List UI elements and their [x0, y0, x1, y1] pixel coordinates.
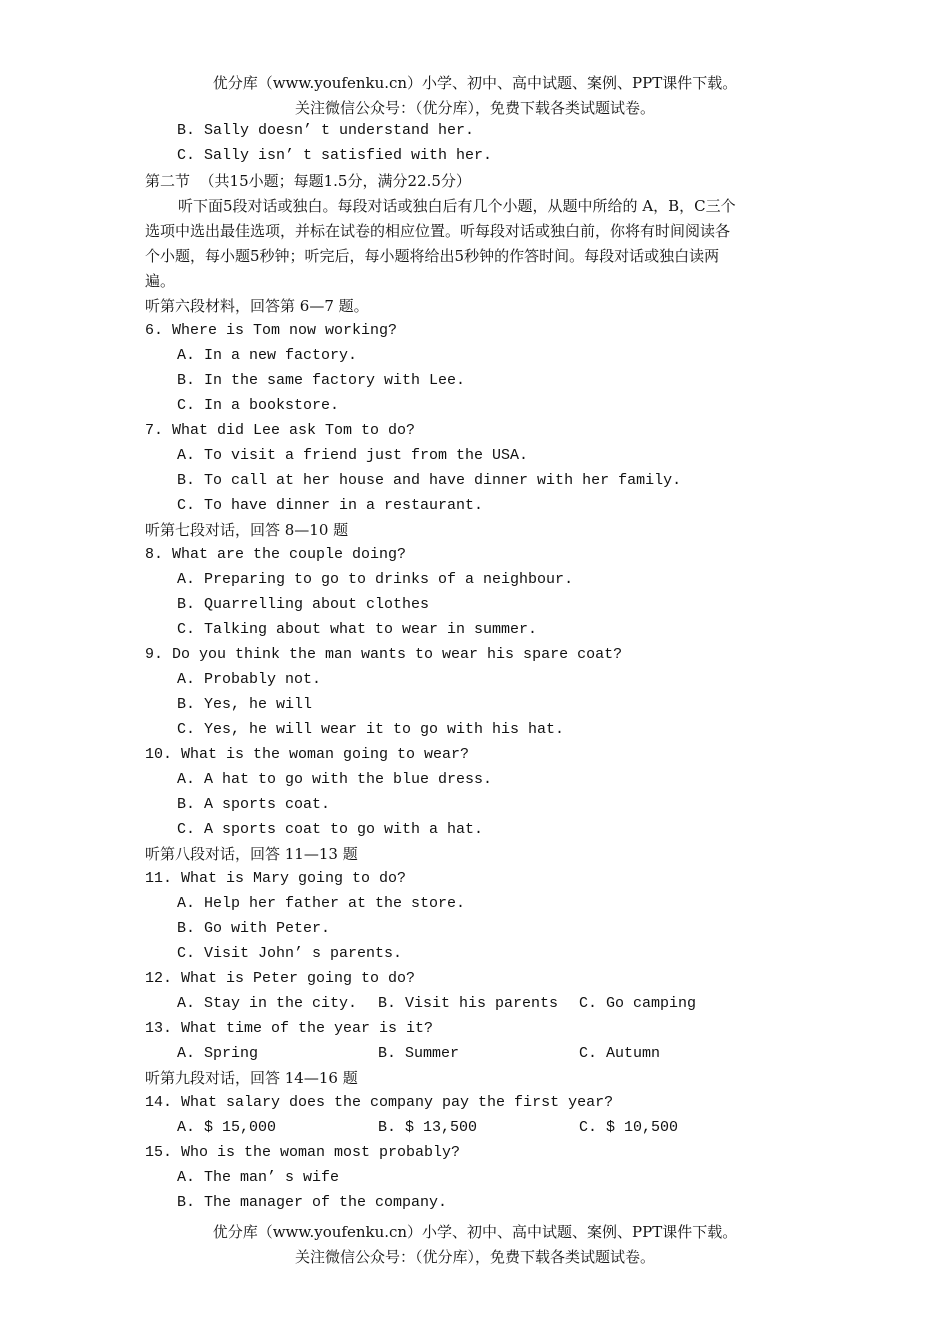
- question-13: 13. What time of the year is it?: [145, 1020, 434, 1037]
- prev-option-b: B. Sally doesn’ t understand her.: [177, 122, 475, 139]
- question-9-option-a: A. Probably not.: [177, 671, 322, 688]
- prev-option-c: C. Sally isn’ t satisfied with her.: [177, 147, 493, 164]
- group-heading-7: 听第七段对话，回答 8—10 题: [145, 521, 349, 539]
- question-15-option-a: A. The man’ s wife: [177, 1169, 340, 1186]
- group-heading-6: 听第六段材料，回答第 6—7 题。: [145, 297, 369, 315]
- question-12: 12. What is Peter going to do?: [145, 970, 416, 987]
- question-11: 11. What is Mary going to do?: [145, 870, 407, 887]
- question-8-option-a: A. Preparing to go to drinks of a neighbour.: [177, 571, 574, 588]
- question-11-option-b: B. Go with Peter.: [177, 920, 331, 937]
- question-14-option-c: C. $ 10,500: [579, 1119, 679, 1136]
- question-11-option-a: A. Help her father at the store.: [177, 895, 466, 912]
- question-14-option-a: A. $ 15,000: [177, 1119, 277, 1136]
- question-9-option-b: B. Yes, he will: [177, 696, 313, 713]
- group-heading-9: 听第九段对话，回答 14—16 题: [145, 1069, 358, 1087]
- header-line-1: 优分库（www.youfenku.cn）小学、初中、高中试题、案例、PPT课件下载。: [212, 74, 738, 92]
- question-11-option-c: C. Visit John’ s parents.: [177, 945, 403, 962]
- question-8: 8. What are the couple doing?: [145, 546, 407, 563]
- question-15: 15. Who is the woman most probably?: [145, 1144, 461, 1161]
- question-7-option-a: A. To visit a friend just from the USA.: [177, 447, 529, 464]
- section-instructions-4: 遍。: [145, 272, 176, 290]
- question-13-option-b: B. Summer: [378, 1045, 460, 1062]
- question-7-option-b: B. To call at her house and have dinner with her family.: [177, 472, 682, 489]
- question-10-option-b: B. A sports coat.: [177, 796, 331, 813]
- section-instructions-2: 选项中选出最佳选项，并标在试卷的相应位置。听每段对话或独白前，你将有时间阅读各: [145, 222, 731, 240]
- question-9: 9. Do you think the man wants to wear his spare coat?: [145, 646, 623, 663]
- question-12-option-c: C. Go camping: [579, 995, 697, 1012]
- section-instructions-3: 个小题，每小题5秒钟；听完后，每小题将给出5秒钟的作答时间。每段对话或独白读两: [145, 247, 720, 265]
- question-8-option-b: B. Quarrelling about clothes: [177, 596, 430, 613]
- question-8-option-c: C. Talking about what to wear in summer.: [177, 621, 538, 638]
- question-12-option-a: A. Stay in the city.: [177, 995, 358, 1012]
- question-10-option-c: C. A sports coat to go with a hat.: [177, 821, 484, 838]
- question-15-option-b: B. The manager of the company.: [177, 1194, 448, 1211]
- question-7: 7. What did Lee ask Tom to do?: [145, 422, 416, 439]
- question-10-option-a: A. A hat to go with the blue dress.: [177, 771, 493, 788]
- question-6-option-c: C. In a bookstore.: [177, 397, 340, 414]
- question-14: 14. What salary does the company pay the first year?: [145, 1094, 614, 1111]
- header-line-2: 关注微信公众号：（优分库），免费下载各类试题试卷。: [294, 99, 655, 117]
- question-14-option-b: B. $ 13,500: [378, 1119, 478, 1136]
- question-6: 6. Where is Tom now working?: [145, 322, 398, 339]
- question-9-option-c: C. Yes, he will wear it to go with his hat.: [177, 721, 565, 738]
- footer-line-1: 优分库（www.youfenku.cn）小学、初中、高中试题、案例、PPT课件下载。: [212, 1223, 738, 1241]
- section-title: 第二节 （共15小题；每题1.5分，满分22.5分）: [145, 172, 471, 190]
- group-heading-8: 听第八段对话，回答 11—13 题: [145, 845, 358, 863]
- question-12-option-b: B. Visit his parents: [378, 995, 559, 1012]
- question-13-option-c: C. Autumn: [579, 1045, 661, 1062]
- question-7-option-c: C. To have dinner in a restaurant.: [177, 497, 484, 514]
- question-6-option-a: A. In a new factory.: [177, 347, 358, 364]
- question-13-option-a: A. Spring: [177, 1045, 259, 1062]
- section-instructions-1: 听下面5段对话或独白。每段对话或独白后有几个小题，从题中所给的 A，B，C三个: [178, 197, 736, 215]
- footer-line-2: 关注微信公众号：（优分库），免费下载各类试题试卷。: [294, 1248, 655, 1266]
- question-10: 10. What is the woman going to wear?: [145, 746, 470, 763]
- question-6-option-b: B. In the same factory with Lee.: [177, 372, 466, 389]
